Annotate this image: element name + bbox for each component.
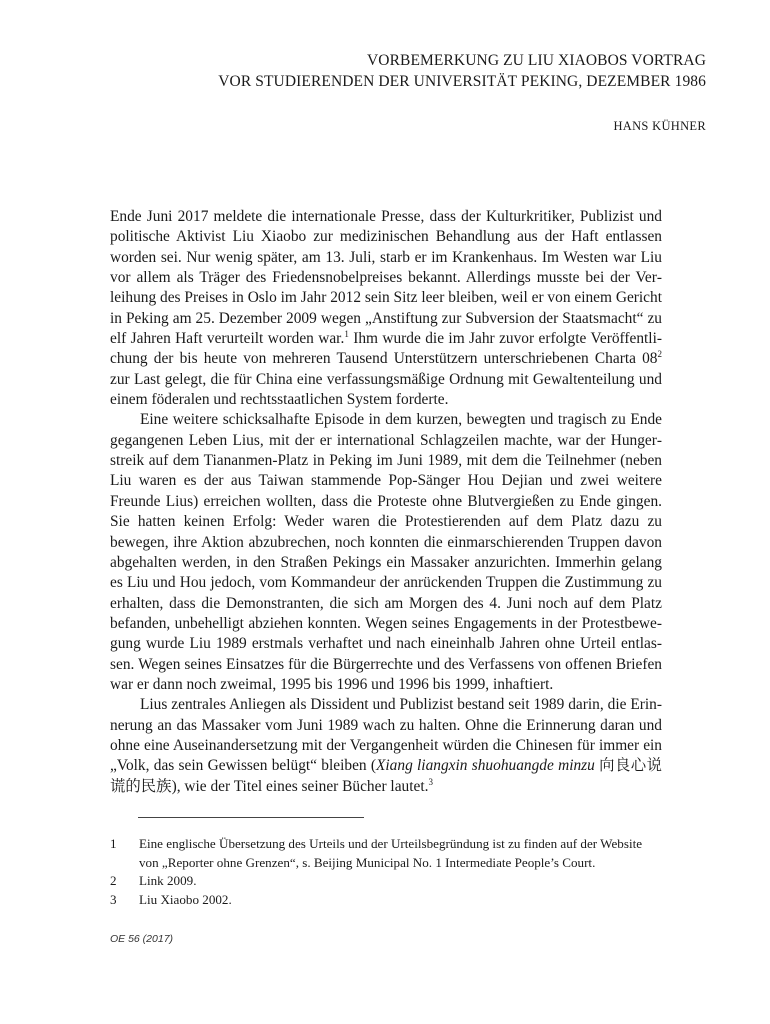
paragraph-1-part-c: zur Last gelegt, die für China eine verfassungsmäßige Ordnung mit Gewaltenteilung und einem föderalen und rechtsstaatlichen System forderte. [110, 370, 662, 409]
footnote-2 [110, 872, 662, 891]
book-title-pinyin: Xiang liangxin shuohuangde minzu [376, 757, 595, 775]
paragraph-3-part-a: Lius zentrales Anliegen als Dissident und Publizist bestand seit 1989 darin, die Erinnerung an das Massaker vom Juni 1989 wach zu halten. Ohne die Erinnerung daran und ohne eine Auseinandersetzung mit der Vergangenheit würden die Chinesen für immer ein „Volk, das sein Gewissen belügt“ bleiben ( [110, 696, 662, 775]
footnote-text: Eine englische Übersetzung des Urteils und der Urteilsbegründung ist zu finden auf der Website von „Reporter ohne Grenzen“, s. Beijing Municipal No. 1 Intermediate People’s Court. [139, 836, 643, 870]
footnote-ref-3[interactable]: 3 [428, 776, 433, 787]
footnote-1 [110, 835, 662, 872]
paragraph-3-part-b: ), wie der Titel eines seiner Bücher lautet. [171, 777, 429, 795]
footnote-text: Liu Xiaobo 2002. [139, 891, 232, 907]
footnote-number: 2 [110, 873, 117, 888]
title-line-1: VORBEMERKUNG ZU LIU XIAOBOS VORTRAG [367, 52, 706, 69]
book-title-chinese: 向良心说谎的民族 [110, 757, 662, 795]
footnote-3 [110, 891, 662, 910]
article-title [66, 50, 706, 92]
title-line-2: VOR STUDIERENDEN DER UNIVERSITÄT PEKING, DEZEMBER 1986 [218, 73, 706, 90]
footnote-number: 1 [110, 836, 117, 851]
journal-footer: OE 56 (2017) [110, 933, 174, 945]
footnote-ref-2[interactable]: 2 [657, 349, 662, 360]
paragraph-1 [110, 207, 662, 410]
footnote-number: 3 [110, 891, 117, 907]
paragraph-3 [110, 695, 662, 797]
paragraph-1-part-a: Ende Juni 2017 meldete die internationale Presse, dass der Kulturkritiker, Publizist und politische Aktivist Liu Xiaobo zur medizinischen Behandlung aus der Haft entlassen worden sei. Nur wenig später, am 13. Juli, starb er im Krankenhaus. Im Westen war Liu vor allem als Träger des Friedensnobelpreises bekannt. Allerdings musste bei der Verleihung des Preises in Oslo im Jahr 2012 sein Sitz leer bleiben, weil er von einem Gericht in Peking am 25. Dezember 2009 wegen „Anstiftung zur Subversion der Staatsmacht“ zu elf Jahren Haft verurteilt worden war. [110, 208, 662, 348]
footnote-text: Link 2009. [139, 873, 197, 888]
paragraph-2: Eine weitere schicksalhafte Episode in dem kurzen, bewegten und tragisch zu Ende gegangenen Leben Lius, mit der er international Schlagzeilen machte, war der Hungerstreik auf dem Tiananmen-Platz in Peking im Juni 1989, mit dem die Teilnehmer (neben Liu waren es der aus Taiwan stammende Pop-Sänger Hou Dejian und zwei weitere Freunde Lius) erreichen wollten, dass die Proteste ohne Blutvergießen zu Ende gingen. Sie hatten keinen Erfolg: Weder waren die Protestierenden auf dem Platz dazu zu bewegen, ihre Aktion abzubrechen, noch konnten die einmarschierenden Truppen davon abgehalten werden, in den Straßen Pekings ein Massaker anzurichten. Immerhin gelang es Liu und Hou jedoch, vom Kommandeur der anrückenden Truppen die Zustimmung zu erhalten, dass die Demonstranten, die sich am Morgen des 4. Juni noch auf dem Platz befanden, unbehelligt abziehen konnten. Wegen seines Engagements in der Protestbewegung wurde Liu 1989 erstmals verhaftet und nach eineinhalb Jahren ohne Urteil entlassen. Wegen seines Einsatzes für die Bürgerrechte und des Verfassens von offenen Briefen war er dann noch zweimal, 1995 bis 1996 und 1996 bis 1999, inhaftiert. [110, 411, 662, 693]
footnote-divider [138, 817, 364, 818]
footnote-ref-1[interactable]: 1 [344, 328, 349, 339]
footnotes [110, 835, 662, 909]
author-name: HANS KÜHNER [613, 119, 706, 133]
paragraph-1-part-b: Ihm wurde die im Jahr zuvor erfolgte Veröffentlichung der bis heute von mehreren Tausend Unterstützern unterschriebenen Charta 08 [110, 330, 662, 368]
body-text [110, 207, 662, 797]
